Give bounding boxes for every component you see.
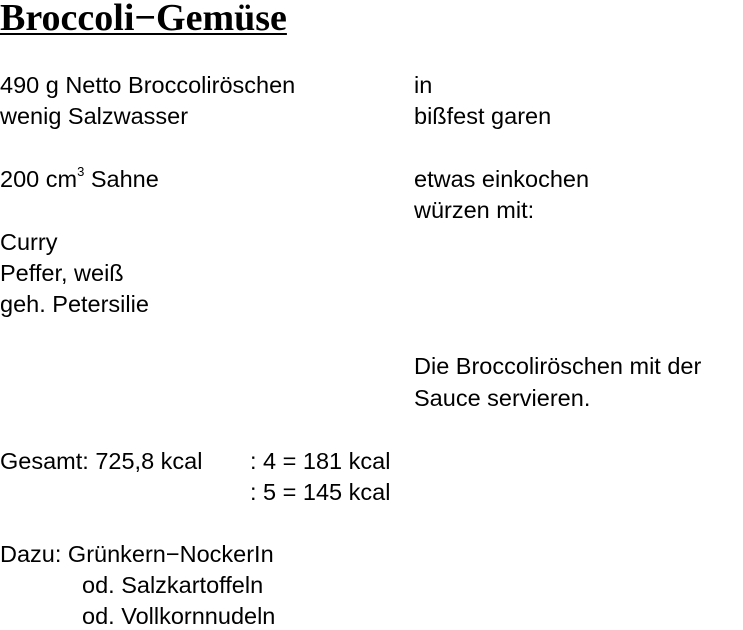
- side-dish-alt-1: od. Salzkartoffeln: [82, 572, 264, 598]
- serving-line-1: Die Broccoliröschen mit der: [414, 353, 702, 379]
- spice-curry: Curry: [0, 229, 58, 255]
- ingredient-salzwasser: wenig Salzwasser: [0, 103, 189, 129]
- step-garen: bißfest garen: [414, 103, 552, 129]
- spice-petersilie: geh. Petersilie: [0, 291, 149, 317]
- nutrition-per-4: : 4 = 181 kcal: [250, 448, 391, 474]
- nutrition-total: Gesamt: 725,8 kcal: [0, 448, 203, 474]
- ingredient-broccoli: 490 g Netto Broccoliröschen: [0, 72, 296, 98]
- side-dish-main: Dazu: Grünkern−NockerIn: [0, 541, 274, 567]
- step-wuerzen: würzen mit:: [414, 197, 535, 223]
- recipe-title: Broccoli−Gemüse: [0, 0, 287, 39]
- sahne-unit-exponent: 3: [77, 164, 85, 180]
- side-dish-alt-2: od. Vollkornnudeln: [82, 603, 276, 629]
- nutrition-per-5: : 5 = 145 kcal: [250, 479, 391, 505]
- step-in: in: [414, 72, 433, 98]
- step-einkochen: etwas einkochen: [414, 166, 590, 192]
- spice-pfeffer: Peffer, weiß: [0, 260, 124, 286]
- serving-line-2: Sauce servieren.: [414, 385, 591, 411]
- ingredient-sahne: [0, 165, 159, 193]
- sahne-name: Sahne: [84, 166, 159, 192]
- sahne-amount: 200 cm: [0, 166, 78, 192]
